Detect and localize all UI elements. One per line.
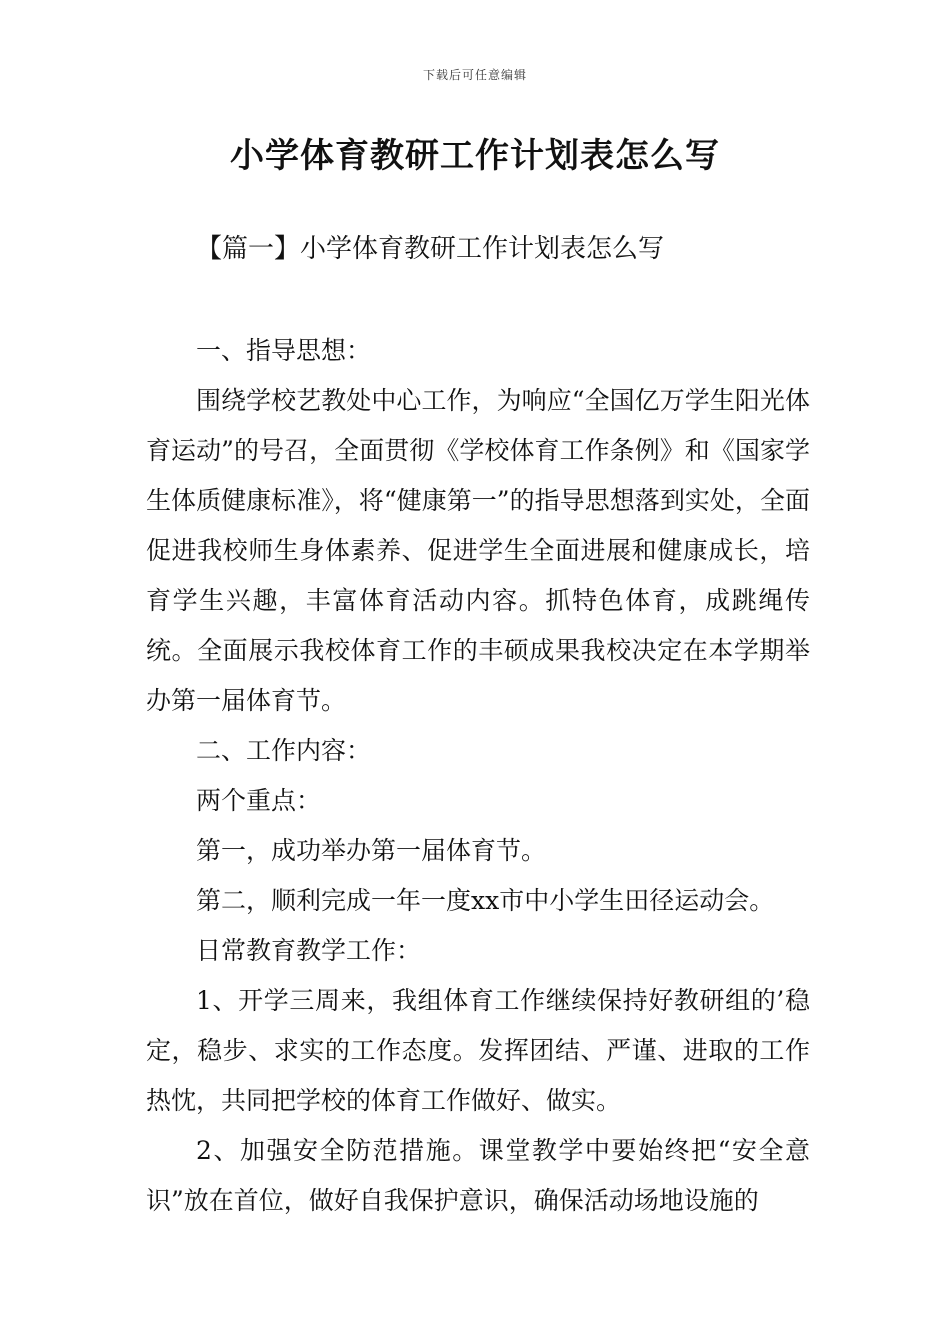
paragraph-item-1: 1、开学三周来，我组体育工作继续保持好教研组的’稳定，稳步、求实的工作态度。发挥团结、严谨、进取的工作热忱，共同把学校的体育工作做好、做实。 (146, 986, 810, 1115)
header-note: 下载后可任意编辑 (422, 68, 527, 82)
document-title: 小学体育教研工作计划表怎么写 (230, 136, 720, 176)
paragraph-key-point-1: 第一，成功举办第一届体育节。 (196, 836, 547, 865)
paragraph-work-content-heading: 二、工作内容： (196, 736, 372, 765)
paragraph-item-2: 2、加强安全防范措施。课堂教学中要始终把“安全意识”放在首位，做好自我保护意识，确保活动场地设施的 (146, 1136, 810, 1215)
section-heading: 【篇一】小学体育教研工作计划表怎么写 (196, 234, 665, 264)
body-text (146, 326, 810, 1226)
paragraph-daily-work-heading: 日常教育教学工作： (196, 936, 422, 965)
paragraph-two-key-points: 两个重点： (196, 786, 322, 815)
paragraph-guiding-idea-heading: 一、指导思想： (196, 336, 372, 365)
paragraph-key-point-2: 第二，顺利完成一年一度xx市中小学生田径运动会。 (196, 886, 775, 915)
paragraph-guiding-idea: 围绕学校艺教处中心工作，为响应“全国亿万学生阳光体育运动”的号召，全面贯彻《学校体育工作条例》和《国家学生体质健康标准》，将“健康第一”的指导思想落到实处，全面促进我校师生身体素养、促进学生全面进展和健康成长，培育学生兴趣，丰富体育活动内容。抓特色体育，成跳绳传统。全面展示我校体育工作的丰硕成果我校决定在本学期举办第一届体育节。 (146, 386, 810, 715)
